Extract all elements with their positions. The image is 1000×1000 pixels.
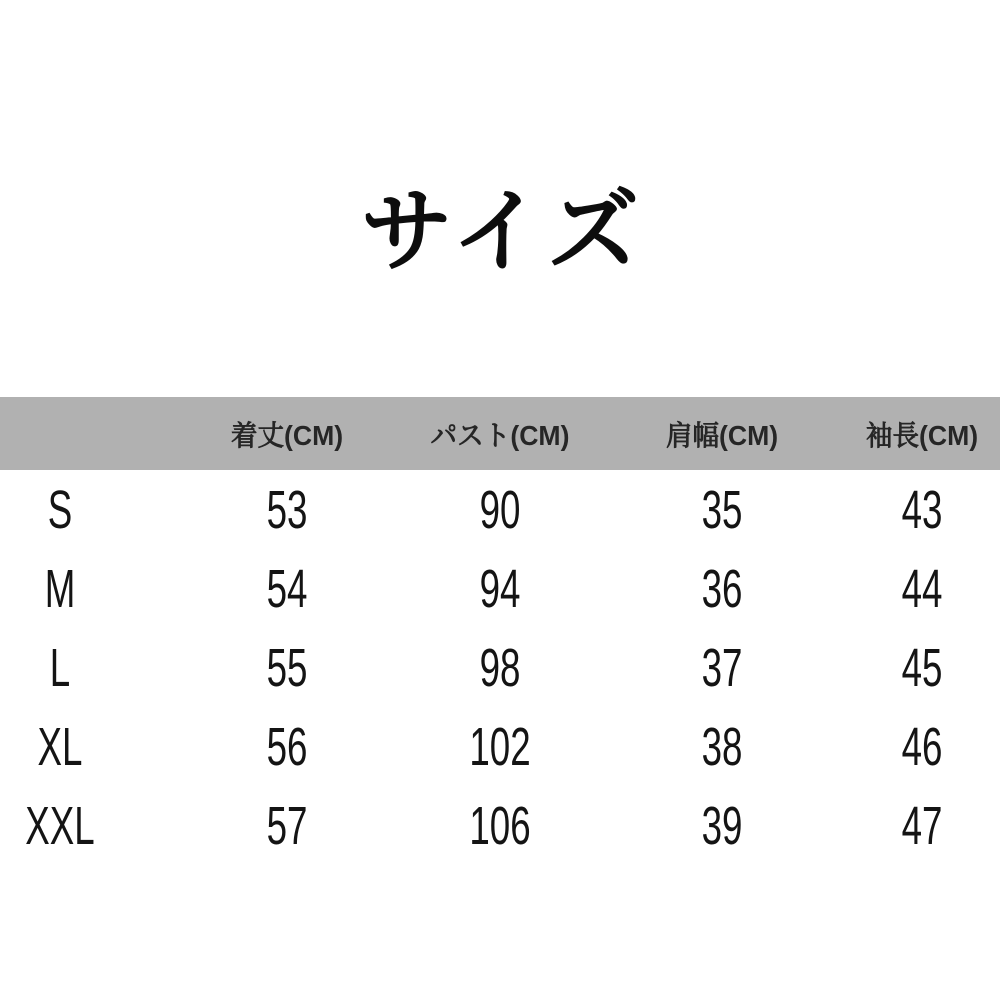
sleeve-value: 45 bbox=[901, 637, 943, 698]
size-label: XXL bbox=[25, 795, 95, 856]
bust-value: 98 bbox=[479, 637, 521, 698]
column-header-bust: パスト(CM) bbox=[430, 419, 570, 451]
table-header-row bbox=[0, 397, 1000, 470]
length-value: 56 bbox=[266, 716, 308, 777]
table-row-xl bbox=[0, 707, 1000, 786]
table-row-m bbox=[0, 549, 1000, 628]
bust-value: 106 bbox=[469, 795, 531, 856]
size-label: XL bbox=[37, 716, 83, 777]
sleeve-value: 47 bbox=[901, 795, 943, 856]
shoulder-value: 37 bbox=[701, 637, 743, 698]
length-value: 53 bbox=[266, 479, 308, 540]
sleeve-value: 46 bbox=[901, 716, 943, 777]
column-header-sleeve: 袖長(CM) bbox=[865, 419, 979, 451]
column-header-shoulder: 肩幅(CM) bbox=[665, 419, 779, 451]
bust-value: 94 bbox=[479, 558, 521, 619]
length-value: 55 bbox=[266, 637, 308, 698]
table-row-xxl bbox=[0, 786, 1000, 865]
bust-value: 102 bbox=[469, 716, 531, 777]
shoulder-value: 38 bbox=[701, 716, 743, 777]
sleeve-value: 43 bbox=[901, 479, 943, 540]
length-value: 54 bbox=[266, 558, 308, 619]
table-row-l bbox=[0, 628, 1000, 707]
column-header-length: 着丈(CM) bbox=[230, 419, 344, 451]
table-row-s bbox=[0, 470, 1000, 549]
size-table bbox=[0, 397, 1000, 865]
page-title: サイズ bbox=[360, 181, 645, 283]
size-label: S bbox=[47, 479, 73, 540]
shoulder-value: 35 bbox=[701, 479, 743, 540]
length-value: 57 bbox=[266, 795, 308, 856]
shoulder-value: 39 bbox=[701, 795, 743, 856]
sleeve-value: 44 bbox=[901, 558, 943, 619]
size-label: L bbox=[49, 637, 71, 698]
bust-value: 90 bbox=[479, 479, 521, 540]
size-label: M bbox=[44, 558, 76, 619]
shoulder-value: 36 bbox=[701, 558, 743, 619]
